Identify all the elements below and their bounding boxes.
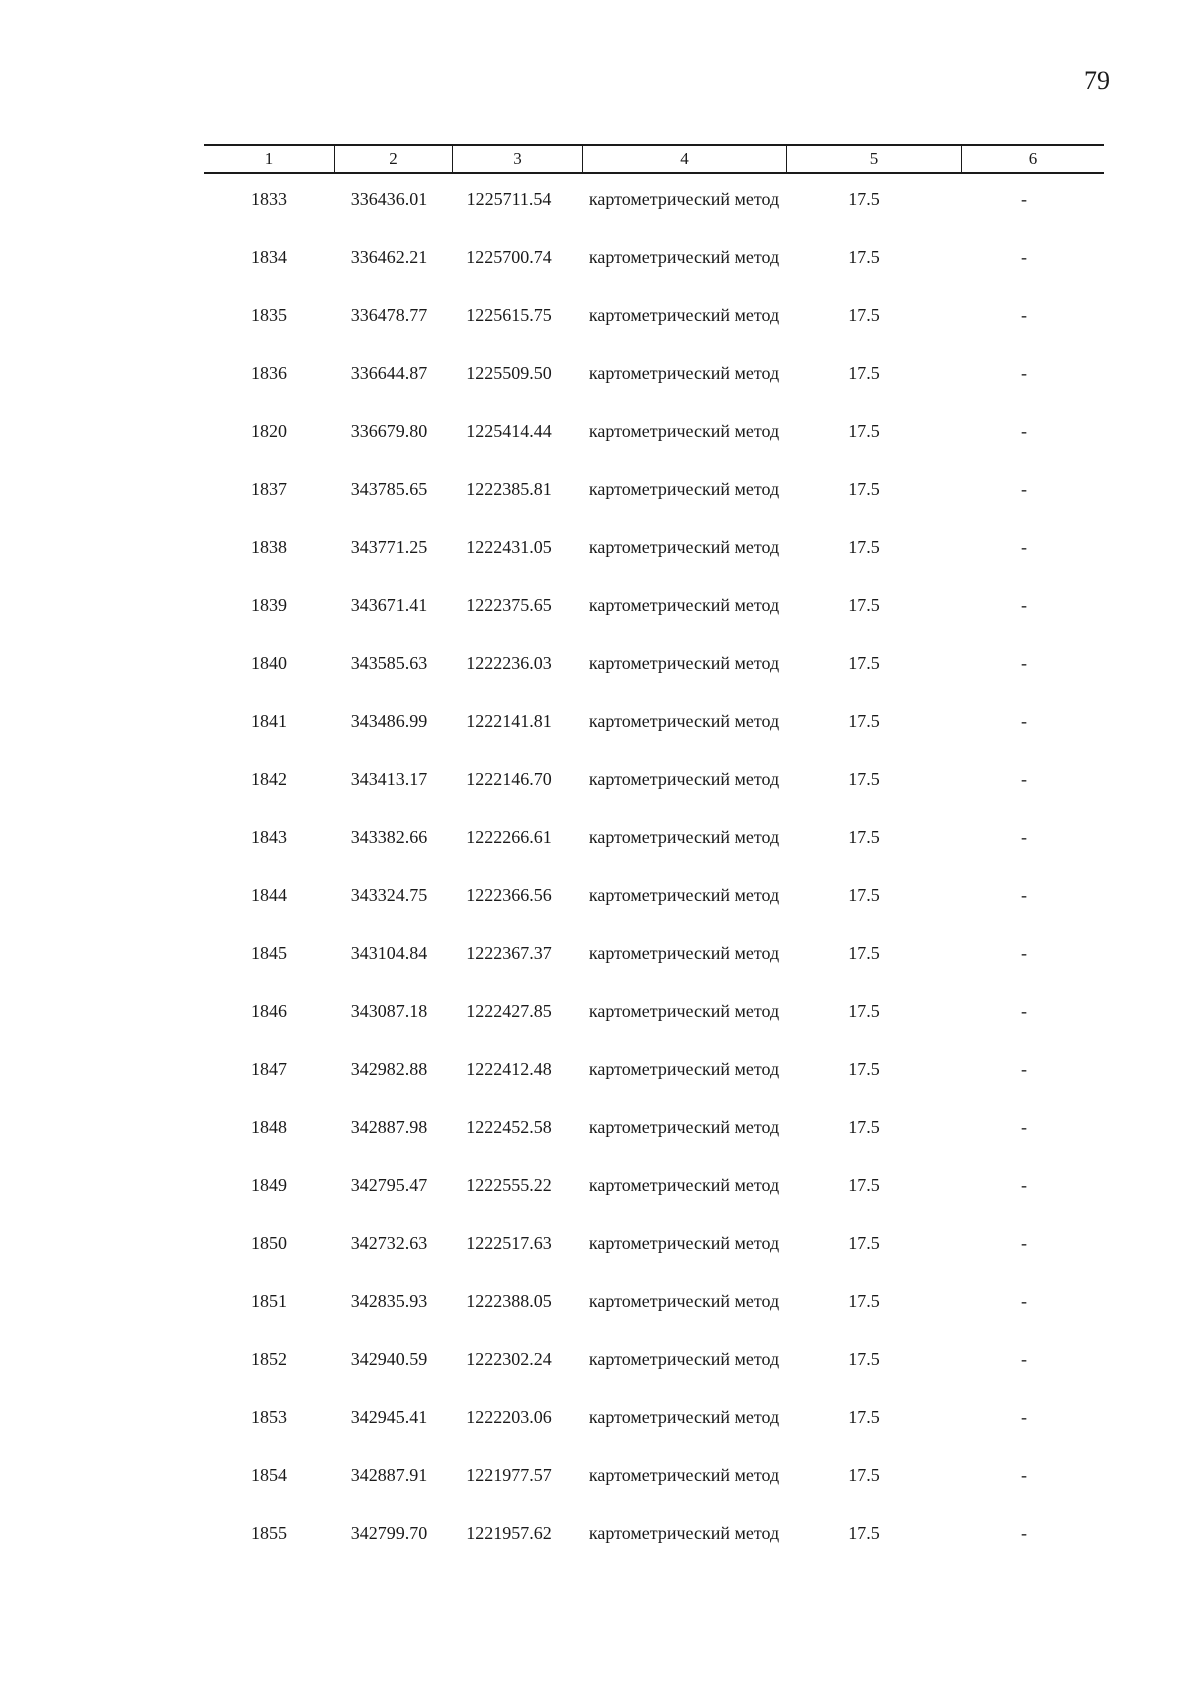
table-row — [204, 1173, 1104, 1231]
cell-col-1: 1820 — [251, 421, 287, 441]
table-row — [204, 883, 1104, 941]
cell-col-5: 17.5 — [848, 479, 880, 499]
cell-col-1: 1837 — [251, 479, 287, 499]
cell-col-4: картометрический метод — [588, 189, 780, 209]
cell-col-1: 1849 — [251, 1175, 287, 1195]
cell-col-4: картометрический метод — [588, 305, 780, 325]
table-row — [204, 767, 1104, 825]
cell-col-2: 342945.41 — [350, 1407, 428, 1427]
cell-col-6: - — [1021, 1175, 1027, 1195]
cell-col-3: 1222203.06 — [466, 1407, 552, 1427]
cell-col-1: 1836 — [251, 363, 287, 383]
cell-col-6: - — [1021, 189, 1027, 209]
cell-col-2: 343413.17 — [350, 769, 428, 789]
cell-col-3: 1222431.05 — [466, 537, 552, 557]
cell-col-4: картометрический метод — [588, 769, 780, 789]
cell-col-3: 1222388.05 — [466, 1291, 552, 1311]
cell-col-4: картометрический метод — [588, 711, 780, 731]
cell-col-3: 1222146.70 — [466, 769, 552, 789]
cell-col-6: - — [1021, 653, 1027, 673]
cell-col-4: картометрический метод — [588, 1291, 780, 1311]
table-row — [204, 999, 1104, 1057]
cell-col-5: 17.5 — [848, 1465, 880, 1485]
cell-col-1: 1847 — [251, 1059, 287, 1079]
table-row — [204, 1347, 1104, 1405]
cell-col-1: 1846 — [251, 1001, 287, 1021]
header-cell-4: 4 — [582, 146, 786, 172]
cell-col-3: 1222375.65 — [466, 595, 552, 615]
cell-col-1: 1853 — [251, 1407, 287, 1427]
cell-col-4: картометрический метод — [588, 1059, 780, 1079]
table-row — [204, 1405, 1104, 1463]
cell-col-1: 1840 — [251, 653, 287, 673]
cell-col-3: 1222427.85 — [466, 1001, 552, 1021]
cell-col-1: 1834 — [251, 247, 287, 267]
cell-col-2: 342940.59 — [350, 1349, 428, 1369]
cell-col-3: 1225711.54 — [466, 189, 552, 209]
cell-col-2: 343771.25 — [350, 537, 428, 557]
cell-col-4: картометрический метод — [588, 1001, 780, 1021]
cell-col-3: 1222366.56 — [466, 885, 552, 905]
table-row — [204, 651, 1104, 709]
cell-col-2: 336644.87 — [350, 363, 428, 383]
cell-col-1: 1841 — [251, 711, 287, 731]
header-cell-3: 3 — [452, 146, 582, 172]
cell-col-5: 17.5 — [848, 305, 880, 325]
table-row — [204, 825, 1104, 883]
table-row — [204, 1115, 1104, 1173]
header-cell-2: 2 — [334, 146, 452, 172]
table-row — [204, 187, 1104, 245]
table-row — [204, 1521, 1104, 1579]
cell-col-4: картометрический метод — [588, 1523, 780, 1543]
cell-col-2: 342795.47 — [350, 1175, 428, 1195]
cell-col-3: 1222452.58 — [466, 1117, 552, 1137]
table-row — [204, 709, 1104, 767]
cell-col-4: картометрический метод — [588, 479, 780, 499]
cell-col-4: картометрический метод — [588, 1465, 780, 1485]
table-row — [204, 941, 1104, 999]
cell-col-6: - — [1021, 1349, 1027, 1369]
cell-col-3: 1222385.81 — [466, 479, 552, 499]
cell-col-5: 17.5 — [848, 827, 880, 847]
cell-col-2: 336436.01 — [350, 189, 428, 209]
cell-col-5: 17.5 — [848, 421, 880, 441]
cell-col-1: 1848 — [251, 1117, 287, 1137]
table-header — [204, 144, 1104, 174]
cell-col-6: - — [1021, 1117, 1027, 1137]
cell-col-6: - — [1021, 1523, 1027, 1543]
cell-col-1: 1835 — [251, 305, 287, 325]
cell-col-4: картометрический метод — [588, 421, 780, 441]
cell-col-1: 1839 — [251, 595, 287, 615]
header-cell-5: 5 — [786, 146, 961, 172]
table-row — [204, 1057, 1104, 1115]
cell-col-5: 17.5 — [848, 537, 880, 557]
cell-col-1: 1855 — [251, 1523, 287, 1543]
cell-col-3: 1225700.74 — [466, 247, 552, 267]
cell-col-6: - — [1021, 595, 1027, 615]
cell-col-4: картометрический метод — [588, 537, 780, 557]
cell-col-2: 343087.18 — [350, 1001, 428, 1021]
table-row — [204, 535, 1104, 593]
cell-col-4: картометрический метод — [588, 827, 780, 847]
cell-col-5: 17.5 — [848, 653, 880, 673]
page-number: 79 — [1084, 66, 1110, 95]
cell-col-1: 1844 — [251, 885, 287, 905]
table-row — [204, 1289, 1104, 1347]
cell-col-2: 343671.41 — [350, 595, 428, 615]
cell-col-2: 343785.65 — [350, 479, 428, 499]
cell-col-1: 1845 — [251, 943, 287, 963]
cell-col-3: 1225509.50 — [466, 363, 552, 383]
cell-col-3: 1222367.37 — [466, 943, 552, 963]
cell-col-6: - — [1021, 769, 1027, 789]
cell-col-2: 336679.80 — [350, 421, 428, 441]
cell-col-4: картометрический метод — [588, 1117, 780, 1137]
cell-col-3: 1221977.57 — [466, 1465, 552, 1485]
cell-col-5: 17.5 — [848, 363, 880, 383]
header-cell-1: 1 — [264, 149, 274, 168]
cell-col-3: 1222236.03 — [466, 653, 552, 673]
cell-col-1: 1852 — [251, 1349, 287, 1369]
table-row — [204, 477, 1104, 535]
table-row — [204, 361, 1104, 419]
cell-col-5: 17.5 — [848, 1117, 880, 1137]
cell-col-4: картометрический метод — [588, 595, 780, 615]
cell-col-6: - — [1021, 827, 1027, 847]
cell-col-2: 342887.91 — [350, 1465, 428, 1485]
cell-col-4: картометрический метод — [588, 247, 780, 267]
cell-col-6: - — [1021, 247, 1027, 267]
cell-col-3: 1222517.63 — [466, 1233, 552, 1253]
cell-col-2: 343585.63 — [350, 653, 428, 673]
cell-col-5: 17.5 — [848, 595, 880, 615]
cell-col-1: 1843 — [251, 827, 287, 847]
cell-col-5: 17.5 — [848, 1523, 880, 1543]
cell-col-2: 343486.99 — [350, 711, 428, 731]
table-row — [204, 419, 1104, 477]
cell-col-2: 343382.66 — [350, 827, 428, 847]
cell-col-4: картометрический метод — [588, 885, 780, 905]
cell-col-6: - — [1021, 537, 1027, 557]
cell-col-1: 1838 — [251, 537, 287, 557]
cell-col-6: - — [1021, 711, 1027, 731]
cell-col-5: 17.5 — [848, 885, 880, 905]
cell-col-6: - — [1021, 1291, 1027, 1311]
cell-col-3: 1221957.62 — [466, 1523, 552, 1543]
cell-col-6: - — [1021, 305, 1027, 325]
cell-col-1: 1850 — [251, 1233, 287, 1253]
table-row — [204, 1231, 1104, 1289]
cell-col-3: 1222555.22 — [466, 1175, 552, 1195]
cell-col-1: 1842 — [251, 769, 287, 789]
cell-col-6: - — [1021, 943, 1027, 963]
cell-col-2: 342799.70 — [350, 1523, 428, 1543]
cell-col-5: 17.5 — [848, 943, 880, 963]
cell-col-5: 17.5 — [848, 769, 880, 789]
cell-col-5: 17.5 — [848, 247, 880, 267]
cell-col-3: 1225615.75 — [466, 305, 552, 325]
cell-col-1: 1851 — [251, 1291, 287, 1311]
cell-col-3: 1225414.44 — [466, 421, 552, 441]
cell-col-5: 17.5 — [848, 1233, 880, 1253]
cell-col-3: 1222302.24 — [466, 1349, 552, 1369]
cell-col-2: 343324.75 — [350, 885, 428, 905]
cell-col-6: - — [1021, 1001, 1027, 1021]
cell-col-3: 1222141.81 — [466, 711, 552, 731]
cell-col-5: 17.5 — [848, 1001, 880, 1021]
cell-col-5: 17.5 — [848, 1175, 880, 1195]
table-row — [204, 245, 1104, 303]
cell-col-6: - — [1021, 1465, 1027, 1485]
cell-col-1: 1854 — [251, 1465, 287, 1485]
cell-col-5: 17.5 — [848, 1407, 880, 1427]
cell-col-6: - — [1021, 1407, 1027, 1427]
cell-col-2: 342982.88 — [350, 1059, 428, 1079]
cell-col-6: - — [1021, 363, 1027, 383]
header-cell-6: 6 — [961, 146, 1104, 172]
cell-col-5: 17.5 — [848, 1059, 880, 1079]
table-row — [204, 593, 1104, 651]
cell-col-6: - — [1021, 479, 1027, 499]
cell-col-4: картометрический метод — [588, 1175, 780, 1195]
cell-col-2: 336462.21 — [350, 247, 428, 267]
cell-col-6: - — [1021, 421, 1027, 441]
table-row — [204, 303, 1104, 361]
cell-col-1: 1833 — [251, 189, 287, 209]
cell-col-4: картометрический метод — [588, 1233, 780, 1253]
cell-col-5: 17.5 — [848, 711, 880, 731]
cell-col-4: картометрический метод — [588, 653, 780, 673]
cell-col-6: - — [1021, 885, 1027, 905]
cell-col-5: 17.5 — [848, 1349, 880, 1369]
table-row — [204, 1463, 1104, 1521]
cell-col-3: 1222266.61 — [466, 827, 552, 847]
cell-col-3: 1222412.48 — [466, 1059, 552, 1079]
cell-col-5: 17.5 — [848, 189, 880, 209]
cell-col-4: картометрический метод — [588, 363, 780, 383]
cell-col-6: - — [1021, 1059, 1027, 1079]
cell-col-2: 342732.63 — [350, 1233, 428, 1253]
cell-col-4: картометрический метод — [588, 1407, 780, 1427]
cell-col-2: 342887.98 — [350, 1117, 428, 1137]
cell-col-5: 17.5 — [848, 1291, 880, 1311]
cell-col-6: - — [1021, 1233, 1027, 1253]
cell-col-4: картометрический метод — [588, 943, 780, 963]
cell-col-2: 342835.93 — [350, 1291, 428, 1311]
cell-col-4: картометрический метод — [588, 1349, 780, 1369]
cell-col-2: 336478.77 — [350, 305, 428, 325]
cell-col-2: 343104.84 — [350, 943, 428, 963]
